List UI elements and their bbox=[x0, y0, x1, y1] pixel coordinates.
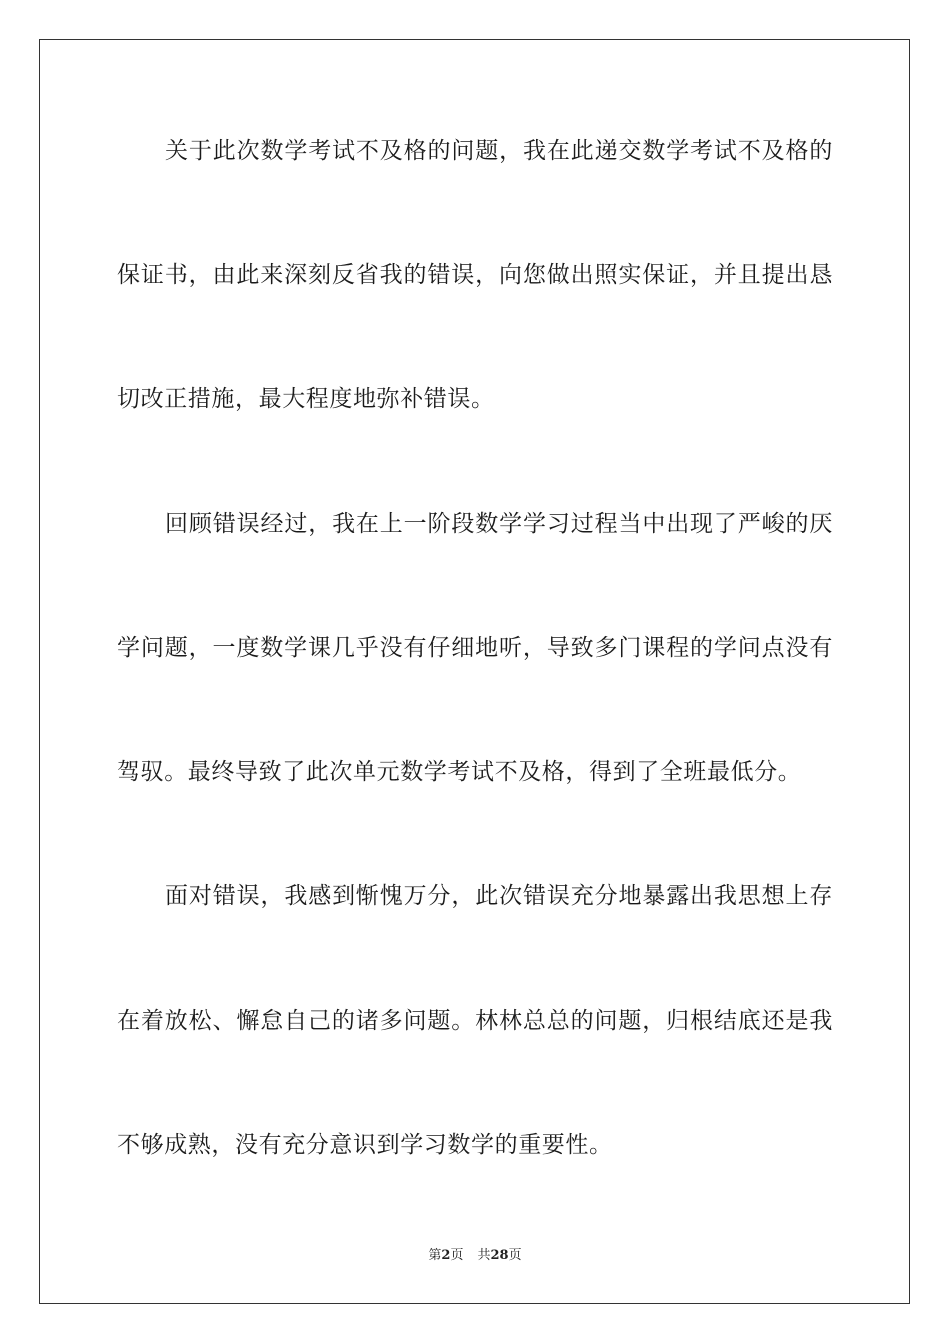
page-footer bbox=[0, 1247, 950, 1265]
total-pages-indicator bbox=[477, 1248, 521, 1263]
total-suffix: 页 bbox=[508, 1248, 522, 1263]
paragraph-line: 回顾错误经过，我在上一阶段数学学习过程当中出现了严峻的厌 bbox=[165, 511, 833, 537]
paragraph-line: 在着放松、懈怠自己的诸多问题。林林总总的问题，归根结底还是我 bbox=[117, 1008, 833, 1034]
paragraph-line: 保证书，由此来深刻反省我的错误，向您做出照实保证，并且提出恳 bbox=[117, 262, 833, 288]
paragraph-line: 学问题，一度数学课几乎没有仔细地听，导致多门课程的学问点没有 bbox=[117, 635, 833, 661]
paragraph-line: 切改正措施，最大程度地弥补错误。 bbox=[117, 386, 495, 412]
page-border bbox=[39, 39, 910, 1304]
paragraph-line: 不够成熟，没有充分意识到学习数学的重要性。 bbox=[117, 1132, 613, 1158]
total-pages-number: 28 bbox=[490, 1248, 509, 1263]
current-page-number: 2 bbox=[441, 1248, 451, 1263]
page-suffix: 页 bbox=[450, 1248, 464, 1263]
paragraph-line: 面对错误，我感到惭愧万分，此次错误充分地暴露出我思想上存 bbox=[165, 883, 833, 909]
total-prefix: 共 bbox=[477, 1248, 491, 1263]
page-prefix: 第 bbox=[428, 1248, 442, 1263]
paragraph-line: 关于此次数学考试不及格的问题，我在此递交数学考试不及格的 bbox=[165, 138, 833, 164]
paragraph-line: 驾驭。最终导致了此次单元数学考试不及格，得到了全班最低分。 bbox=[117, 759, 802, 785]
page-number-indicator bbox=[428, 1248, 463, 1263]
